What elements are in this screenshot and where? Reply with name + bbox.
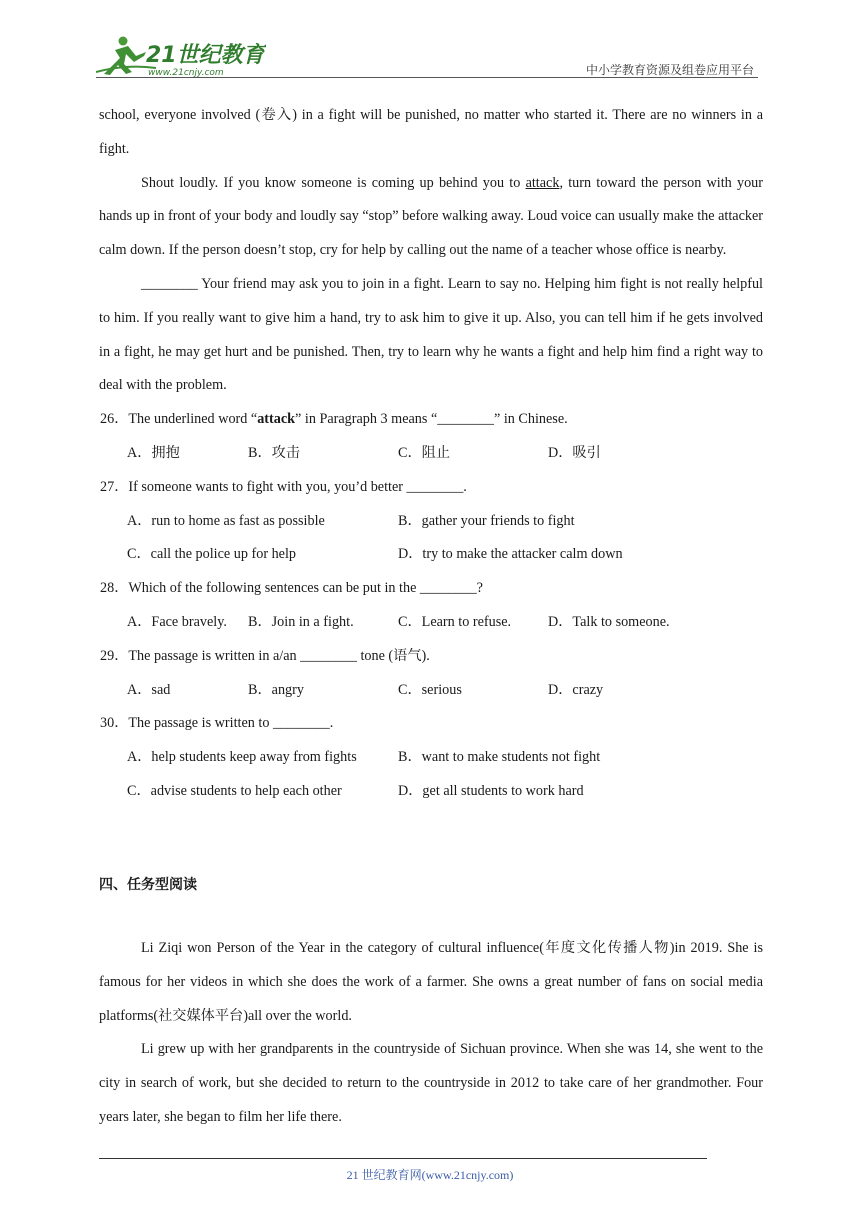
option-a: A．sad <box>127 681 171 698</box>
question-28 <box>99 572 763 640</box>
option-c: C．阻止 <box>398 444 451 461</box>
question-stem <box>99 403 763 437</box>
question-stem: 27．If someone wants to fight with you, you’d better ________. <box>100 478 467 495</box>
passage2-paragraph-1: Li Ziqi won Person of the Year in the category of cultural influence(年度文化传播人物)in 2019. She is famous for her videos in which she does the work of a farmer. She owns a great number of fans on social media platforms(社交媒体平台)all over the world. <box>99 940 763 1024</box>
option-a: A．拥抱 <box>127 444 180 461</box>
question-27 <box>99 471 763 572</box>
option-b: B．攻击 <box>248 444 301 461</box>
option-d: D．吸引 <box>548 444 601 461</box>
footer-divider <box>99 1158 707 1159</box>
question-stem: 29．The passage is written in a/an ________ tone (语气). <box>100 647 430 664</box>
option-row <box>99 674 763 708</box>
option-b: B．gather your friends to fight <box>398 512 575 529</box>
header-tagline: 中小学教育资源及组卷应用平台 <box>585 63 754 77</box>
logo-url: www.21cnjy.com <box>148 68 224 78</box>
option-a: A．run to home as fast as possible <box>127 512 325 529</box>
reading-passage <box>99 99 763 809</box>
task-reading-passage <box>99 932 763 1135</box>
page-header <box>96 30 760 78</box>
option-row <box>99 505 763 539</box>
option-c: C．call the police up for help <box>127 546 297 563</box>
option-d: D．Talk to someone. <box>548 613 670 630</box>
question-stem: 28．Which of the following sentences can be put in the ________? <box>100 580 483 597</box>
stem-bold: attack <box>257 411 296 428</box>
option-row <box>99 775 763 809</box>
question-29 <box>99 640 763 708</box>
option-b: B．angry <box>248 681 304 698</box>
stem-after: ” in Paragraph 3 means “________” in Chinese. <box>295 411 568 428</box>
option-d: D．try to make the attacker calm down <box>398 546 623 563</box>
option-row <box>99 741 763 775</box>
p2-text-after: , turn toward the person with your hands up in front of your body and loudly say “stop” before walking away. Loud voice can usually make the attacker calm down. If the person doesn’t stop, cry for help by calling out the name of a teacher whose office is nearby. <box>99 174 763 259</box>
option-a: A．help students keep away from fights <box>127 749 357 766</box>
option-row <box>99 606 763 640</box>
passage-paragraph-3: ________ Your friend may ask you to join in a fight. Learn to say no. Helping him fight is not really helpful to him. If you really want to give him a hand, try to ask him to give it up. Also, you can tell him if he gets involved in a fight, he may get hurt and be punished. Then, try to learn why he wants a fight and help him find a right way to deal with the problem. <box>99 275 763 394</box>
page-footer: 21 世纪教育网(www.21cnjy.com) <box>346 1168 514 1182</box>
p2-text-before: Shout loudly. If you know someone is coming up behind you to <box>141 174 526 191</box>
option-c: C．advise students to help each other <box>127 782 342 799</box>
option-row <box>99 437 763 471</box>
option-d: D．crazy <box>548 681 604 698</box>
option-b: B．Join in a fight. <box>248 613 354 630</box>
section-title: 四、任务型阅读 <box>99 877 197 893</box>
passage-paragraph-1: school, everyone involved (卷入) in a fight will be punished, no matter who started it. There are no winners in a fight. <box>99 107 763 157</box>
stem-before: 26．The underlined word “ <box>100 411 258 428</box>
logo-icon <box>96 34 266 78</box>
passage-paragraph-2 <box>99 167 763 268</box>
question-stem: 30．The passage is written to ________. <box>100 715 334 732</box>
passage2-paragraph-2: Li grew up with her grandparents in the countryside of Sichuan province. When she was 14, she went to the city in search of work, but she decided to return to the countryside in 2012 to take care of her grandmother. Four years later, she began to film her life there. <box>99 1041 763 1125</box>
option-row <box>99 538 763 572</box>
option-b: B．want to make students not fight <box>398 749 601 766</box>
header-divider <box>96 77 758 78</box>
question-26 <box>99 403 763 471</box>
logo-text: 21世纪教育 <box>146 43 265 68</box>
option-c: C．Learn to refuse. <box>398 613 512 630</box>
option-a: A．Face bravely. <box>127 613 227 630</box>
option-c: C．serious <box>398 681 462 698</box>
underlined-word: attack <box>525 174 560 191</box>
option-d: D．get all students to work hard <box>398 782 584 799</box>
question-30 <box>99 707 763 808</box>
